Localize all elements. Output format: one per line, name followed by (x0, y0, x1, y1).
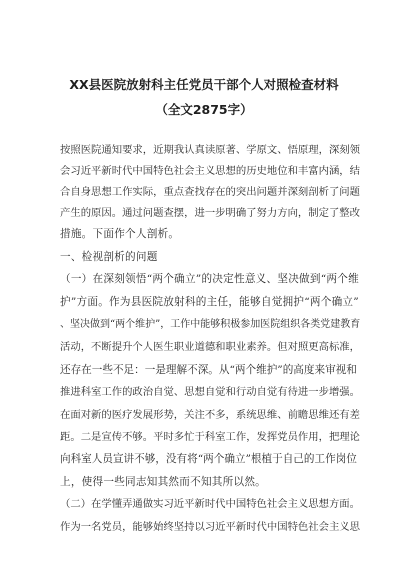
text-line: 在面对新的医疗发展形势，关注不多，系统思维、前瞻思维还有差 (60, 409, 360, 421)
text-line: 合自身思想工作实际，重点查找存在的突出问题并深刻剖析了问题 (60, 186, 360, 198)
text-line: 措施。下面作个人剖析。 (60, 228, 180, 240)
text-line: （二）在学懂弄通做实习近平新时代中国特色社会主义思想方面。 (60, 498, 360, 510)
text-line: 作为一名党员，能够始终坚持以习近平新时代中国特色社会主义思 (60, 521, 360, 533)
text-line: 护”方面。作为县医院放射科的主任，能够自觉拥护“两个确立” (60, 296, 359, 308)
text-line: 、坚决做到“两个维护”，工作中能够积极参加医院组织各类党建教育 (60, 319, 361, 330)
text-line: 活动，不断提升个人医生职业道德和职业素养。但对照更高标准， (60, 341, 360, 353)
text-line: 还存在一些不足：一是理解不深。从“两个维护”的高度来审视和 (60, 364, 357, 376)
text-line: 向科室人员宣讲不够，没有将“两个确立”根植于自己的工作岗位 (60, 453, 357, 465)
document-title: XX县医院放射科主任党员干部个人对照检查材料 (69, 77, 339, 92)
text-line: 一、检视剖析的问题 (60, 251, 158, 263)
text-line: 推进科室工作的政治自觉、思想自觉和行动自觉有待进一步增强。 (60, 386, 360, 398)
text-line: （一）在深刻领悟“两个确立”的决定性意义、坚决做到“两个维 (60, 273, 359, 285)
text-line: 上，使得一些同志知其然而不知其所以然。 (60, 476, 267, 488)
text-line: 会习近平新时代中国特色社会主义思想的历史地位和丰富内涵，结 (60, 165, 360, 177)
text-line: 距。二是宣传不够。平时多忙于科室工作，发挥党员作用，把理论 (60, 431, 360, 443)
text-line: 产生的原因。通过问题查摆，进一步明确了努力方向，制定了整改 (60, 207, 360, 219)
text-line: 按照医院通知要求，近期我认真读原著、学原文、悟原理，深刻领 (60, 144, 360, 156)
document-subtitle: （全文2875字） (155, 102, 253, 117)
